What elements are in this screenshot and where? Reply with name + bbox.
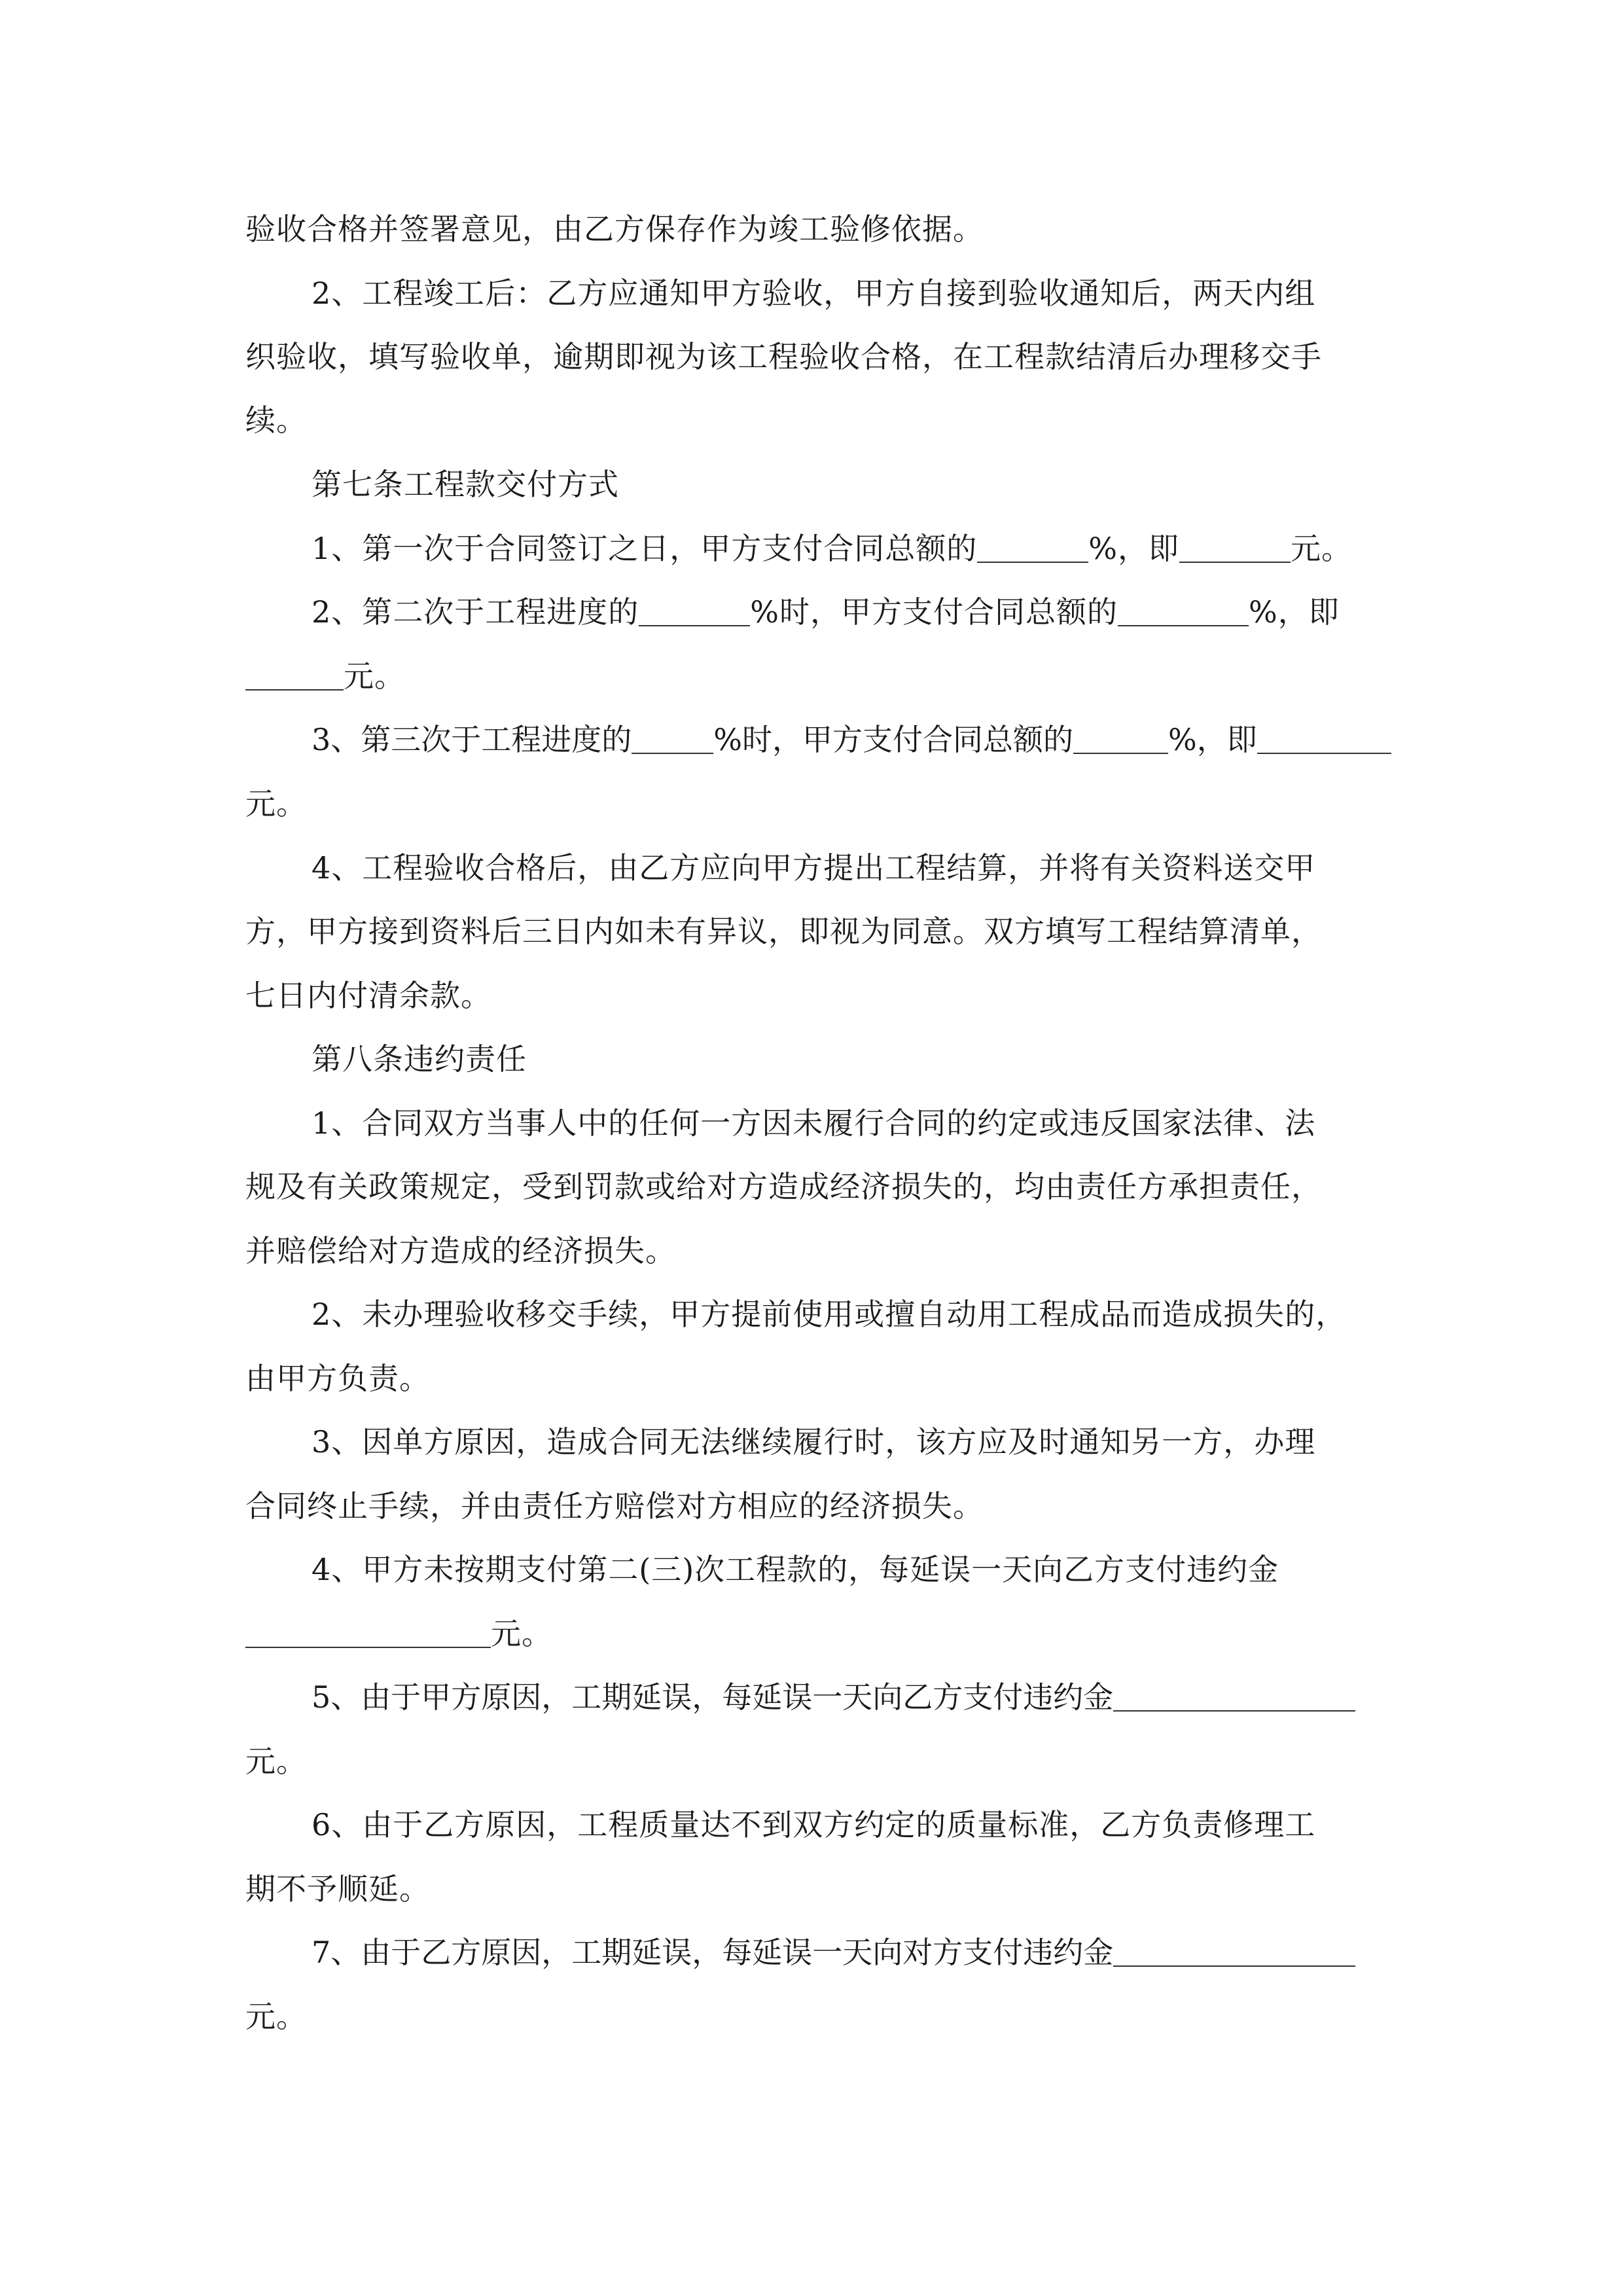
paragraph-line (312, 592, 1340, 632)
paragraph-line (312, 1677, 1355, 1717)
text-segment: %时，甲方支付合同总额的 (713, 722, 1073, 757)
fill-blank (245, 659, 344, 691)
text-segment: 元。 (491, 1616, 552, 1651)
paragraph-line: 4、工程验收合格后，由乙方应向甲方提出工程结算，并将有关资料送交甲 (312, 850, 1316, 886)
paragraph-line: 续。 (245, 403, 307, 438)
text-segment: 2、第二次于工程进度的 (312, 594, 639, 630)
fill-blank (632, 723, 713, 754)
fill-blank (1073, 723, 1168, 754)
paragraph-line: 元。 (245, 1999, 307, 2034)
text-segment: 5、由于甲方原因，工期延误，每延误一天向乙方支付违约金 (312, 1679, 1114, 1715)
section-heading: 第八条违约责任 (312, 1041, 527, 1077)
paragraph-line: 元。 (245, 1744, 307, 1779)
fill-blank (639, 595, 750, 626)
paragraph-line: 合同终止手续，并由责任方赔偿对方相应的经济损失。 (245, 1488, 984, 1524)
fill-blank (977, 531, 1088, 563)
text-segment: 元。 (344, 658, 405, 694)
paragraph-line: 规及有关政策规定，受到罚款或给对方造成经济损失的，均由责任方承担责任， (245, 1169, 1322, 1204)
text-segment: %，即 (1088, 531, 1179, 566)
paragraph-line: 元。 (245, 786, 307, 821)
paragraph-line: 七日内付清余款。 (245, 978, 491, 1013)
fill-blank (1113, 1680, 1355, 1712)
text-segment: 7、由于乙方原因，工期延误，每延误一天向对方支付违约金 (312, 1935, 1114, 1970)
paragraph-line: 验收合格并签署意见，由乙方保存作为竣工验修依据。 (245, 211, 984, 247)
fill-blank (1257, 723, 1391, 754)
fill-blank (1118, 595, 1249, 626)
paragraph-line (245, 656, 405, 696)
text-segment: %，即 (1168, 722, 1257, 757)
fill-blank (1179, 531, 1291, 563)
paragraph-line: 织验收，填写验收单，逾期即视为该工程验收合格，在工程款结清后办理移交手 (245, 339, 1322, 374)
paragraph-line: 期不予顺延。 (245, 1871, 430, 1907)
fill-blank (1113, 1935, 1355, 1967)
text-segment: 3、第三次于工程进度的 (312, 722, 632, 757)
paragraph-line: 由甲方负责。 (245, 1361, 430, 1396)
text-segment: 1、第一次于合同签订之日，甲方支付合同总额的 (312, 531, 978, 566)
paragraph-line: 方，甲方接到资料后三日内如未有异议，即视为同意。双方填写工程结算清单， (245, 914, 1322, 949)
paragraph-line: 4、甲方未按期支付第二(三)次工程款的，每延误一天向乙方支付违约金 (312, 1552, 1279, 1587)
paragraph-line (245, 1614, 552, 1653)
paragraph-line: 6、由于乙方原因，工程质量达不到双方约定的质量标准，乙方负责修理工 (312, 1807, 1316, 1842)
paragraph-line: 1、合同双方当事人中的任何一方因未履行合同的约定或违反国家法律、法 (312, 1105, 1316, 1141)
text-segment: %时，甲方支付合同总额的 (750, 594, 1118, 630)
paragraph-line: 并赔偿给对方造成的经济损失。 (245, 1233, 676, 1268)
paragraph-line (312, 1933, 1355, 1972)
fill-blank (245, 1617, 491, 1648)
paragraph-line (312, 720, 1391, 759)
paragraph-line: 3、因单方原因，造成合同无法继续履行时，该方应及时通知另一方，办理 (312, 1424, 1316, 1460)
paragraph-line: 2、工程竣工后：乙方应通知甲方验收，甲方自接到验收通知后，两天内组 (312, 276, 1316, 311)
paragraph-line: 2、未办理验收移交手续，甲方提前使用或擅自动用工程成品而造成损失的， (312, 1297, 1347, 1332)
section-heading: 第七条工程款交付方式 (312, 467, 619, 502)
paragraph-line (312, 529, 1352, 568)
text-segment: %，即 (1249, 594, 1340, 630)
text-segment: 元。 (1291, 531, 1352, 566)
